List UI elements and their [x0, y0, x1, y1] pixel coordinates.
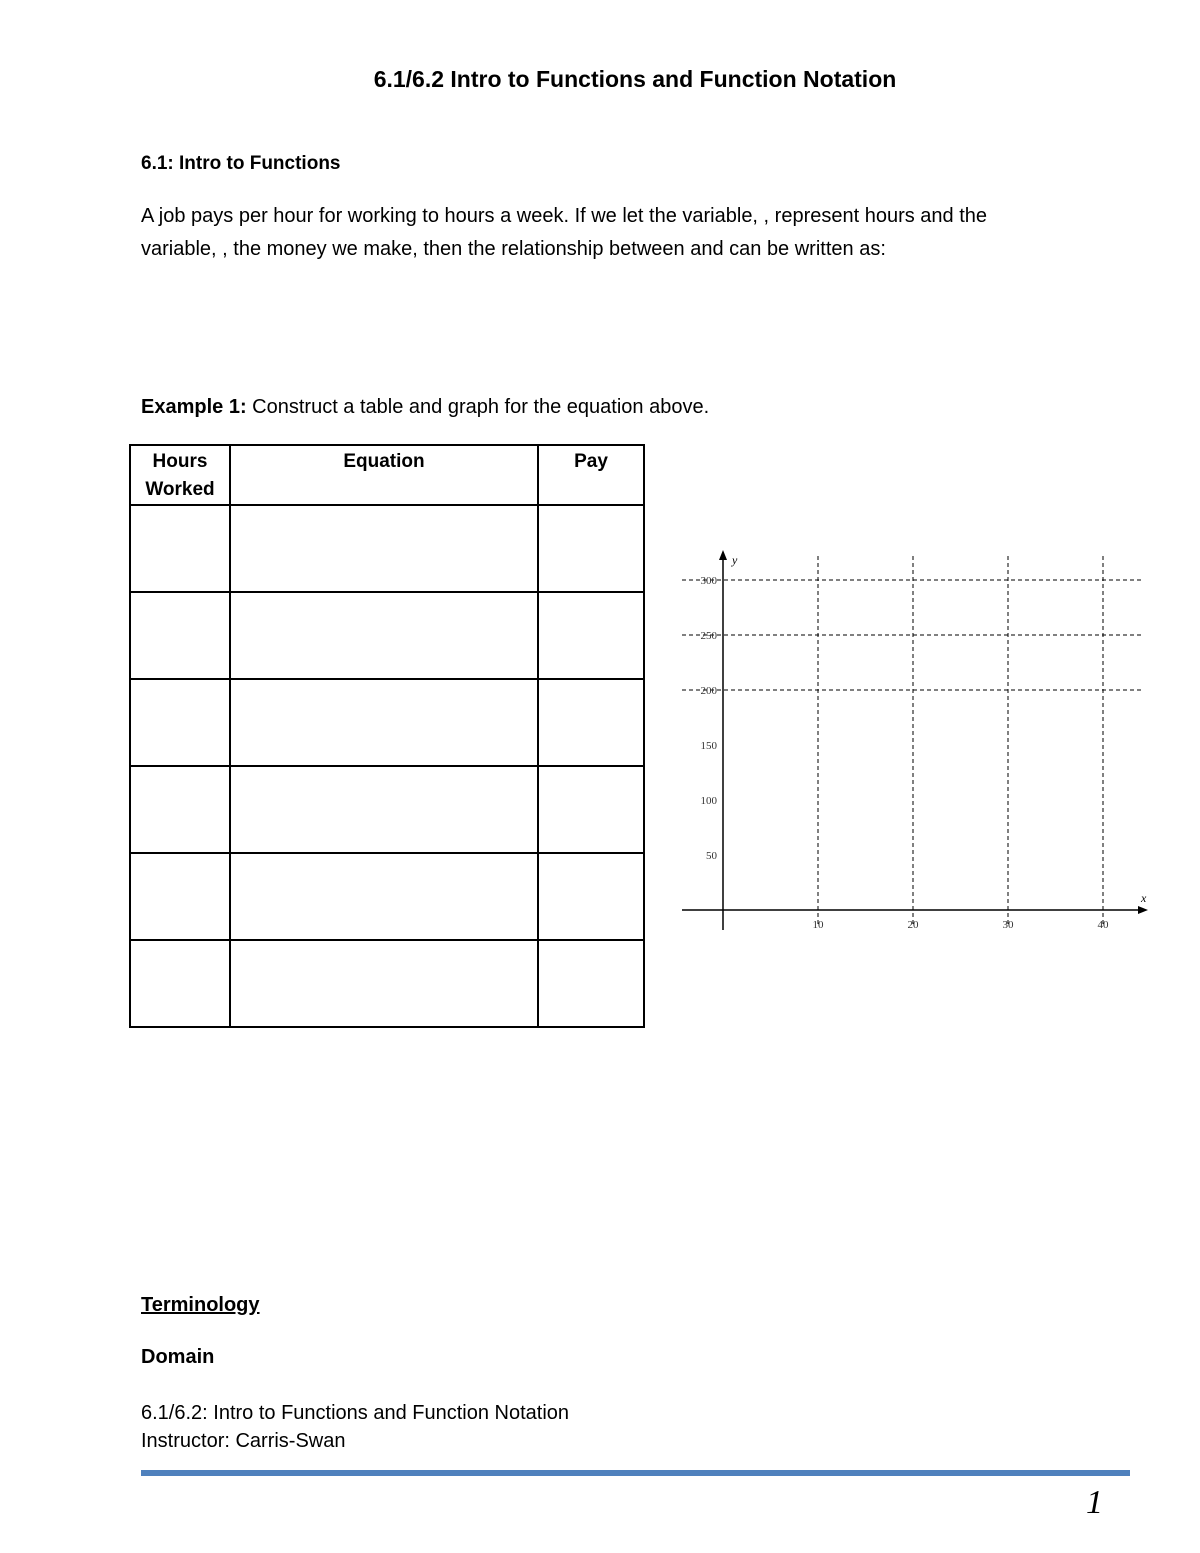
page-number: 1	[1086, 1484, 1103, 1521]
example-1-instruction	[141, 396, 709, 419]
footer-title: 6.1/6.2: Intro to Functions and Function Notation	[141, 1402, 570, 1424]
equation-cell[interactable]	[230, 592, 538, 679]
y-tick-label: 150	[700, 740, 717, 752]
pay-cell[interactable]	[538, 766, 644, 853]
pay-cell[interactable]	[538, 940, 644, 1027]
table-row	[130, 853, 644, 940]
pay-cell[interactable]	[538, 853, 644, 940]
table-row	[130, 940, 644, 1027]
y-axis-label: y	[732, 553, 738, 567]
x-tick-label: 30	[1002, 919, 1014, 931]
y-tick-label: 200	[700, 685, 717, 697]
intro-paragraph-line-2: variable, , the money we make, then the relationship between and can be written as:	[141, 238, 886, 260]
section-heading: 6.1: Intro to Functions	[141, 153, 341, 174]
hours-cell[interactable]	[130, 679, 230, 766]
equation-cell[interactable]	[230, 853, 538, 940]
y-axis-arrow	[719, 550, 727, 560]
hours-cell[interactable]	[130, 853, 230, 940]
footer-instructor: Instructor: Carris-Swan	[141, 1430, 346, 1452]
example-1-label: Example 1:	[141, 396, 247, 418]
hours-cell[interactable]	[130, 505, 230, 592]
pay-cell[interactable]	[538, 679, 644, 766]
x-tick-label: 10	[812, 919, 824, 931]
y-tick-label: 300	[700, 575, 717, 587]
hours-cell[interactable]	[130, 592, 230, 679]
hours-cell[interactable]	[130, 766, 230, 853]
equation-cell[interactable]	[230, 679, 538, 766]
pay-cell[interactable]	[538, 592, 644, 679]
header-equation: Equation	[230, 445, 538, 505]
example-1-text: Construct a table and graph for the equation above.	[246, 396, 710, 418]
table-row	[130, 766, 644, 853]
intro-paragraph-line-1: A job pays per hour for working to hours a week. If we let the variable, , represent hours and the	[141, 205, 988, 227]
equation-cell[interactable]	[230, 766, 538, 853]
footer-rule	[141, 1470, 1130, 1476]
hours-cell[interactable]	[130, 940, 230, 1027]
terminology-heading: Terminology	[141, 1294, 260, 1316]
header-hours-worked: Hours Worked	[130, 445, 230, 505]
header-pay: Pay	[538, 445, 644, 505]
coordinate-grid-graph	[676, 548, 1156, 938]
x-tick-label: 40	[1097, 919, 1109, 931]
equation-cell[interactable]	[230, 505, 538, 592]
x-axis-arrow	[1138, 906, 1148, 914]
equation-cell[interactable]	[230, 940, 538, 1027]
y-tick-label: 50	[706, 850, 717, 862]
hours-pay-table	[129, 444, 645, 1028]
y-tick-label: 100	[700, 795, 717, 807]
table-row	[130, 505, 644, 592]
domain-term: Domain	[141, 1346, 215, 1368]
table-row	[130, 679, 644, 766]
y-tick-label: 250	[700, 630, 717, 642]
x-tick-label: 20	[907, 919, 919, 931]
pay-cell[interactable]	[538, 505, 644, 592]
x-axis-label: x	[1141, 891, 1147, 905]
document-title: 6.1/6.2 Intro to Functions and Function Notation	[373, 66, 897, 92]
table-row	[130, 592, 644, 679]
table-header-row	[130, 445, 644, 505]
